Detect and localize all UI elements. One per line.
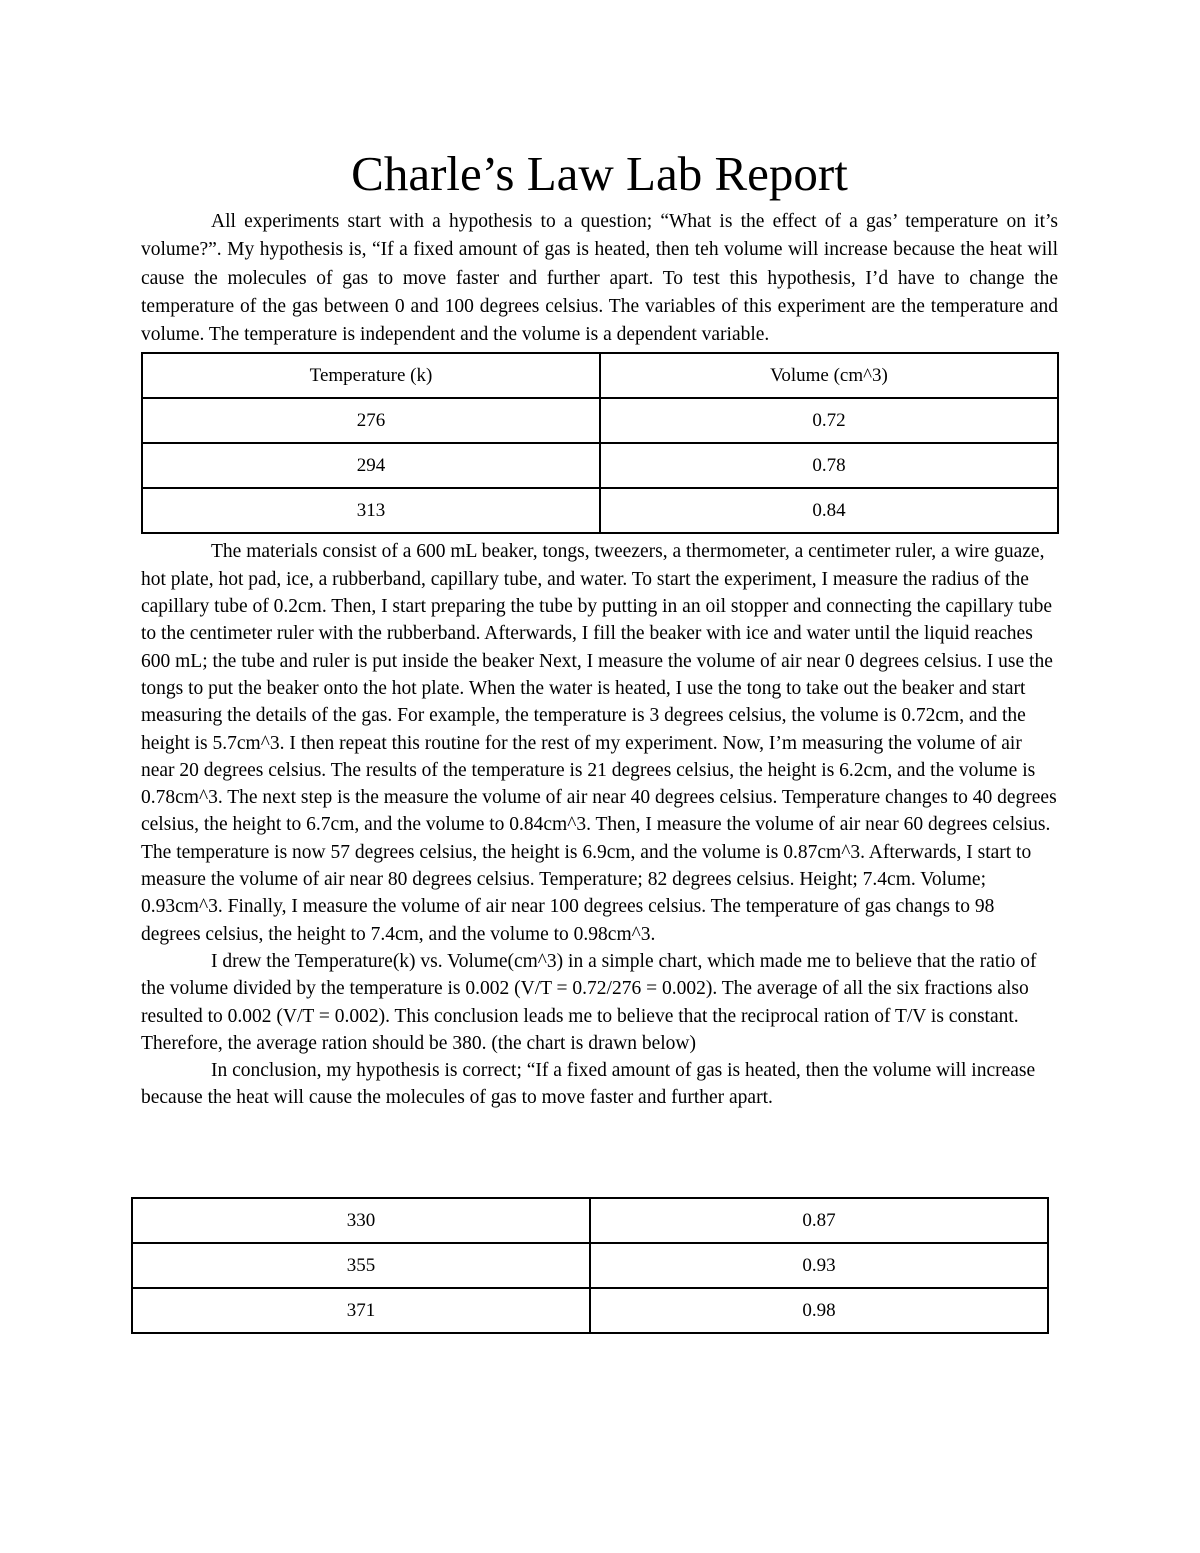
document-page xyxy=(141,140,1058,1112)
cell-volume: 0.87 xyxy=(590,1198,1048,1243)
cell-volume: 0.93 xyxy=(590,1243,1048,1288)
header-temperature: Temperature (k) xyxy=(142,353,600,398)
table-row xyxy=(142,398,1058,443)
procedure-paragraph: The materials consist of a 600 mL beaker, tongs, tweezers, a thermometer, a centimeter ruler, a wire guaze, hot plate, hot pad, ice, a rubberband, capillary tube, and water. To start the experiment, I measure the radius of the capillary tube of 0.2cm. Then, I start preparing the tube by putting in an oil stopper and connecting the capillary tube to the centimeter ruler with the rubberband. Afterwards, I fill the beaker with ice and water until the liquid reaches 600 mL; the tube and ruler is put inside the beaker Next, I measure the volume of air near 0 degrees celsius. I use the tongs to put the beaker onto the hot plate. When the water is heated, I use the tong to take out the beaker and start measuring the details of the gas. For example, the temperature is 3 degrees celsius, the volume is 0.72cm, and the height is 5.7cm^3. I then repeat this routine for the rest of my experiment. Now, I’m measuring the volume of air near 20 degrees celsius. The results of the temperature is 21 degrees celsius, the height is 6.2cm, and the volume is 0.78cm^3. The next step is the measure the volume of air near 40 degrees celsius. Temperature changes to 40 degrees celsius, the height to 6.7cm, and the volume to 0.84cm^3. Then, I measure the volume of air near 60 degrees celsius. The temperature is now 57 degrees celsius, the height is 6.9cm, and the volume is 0.87cm^3. Afterwards, I start to measure the volume of air near 80 degrees celsius. Temperature; 82 degrees celsius. Height; 7.4cm. Volume; 0.93cm^3. Finally, I measure the volume of air near 100 degrees celsius. The temperature of gas changs to 98 degrees celsius, the height to 7.4cm, and the volume to 0.98cm^3. xyxy=(141,541,1057,945)
data-table-1 xyxy=(141,352,1059,534)
cell-temperature: 294 xyxy=(142,443,600,488)
header-volume: Volume (cm^3) xyxy=(600,353,1058,398)
cell-volume: 0.98 xyxy=(590,1288,1048,1333)
table-row xyxy=(132,1198,1048,1243)
table-row xyxy=(132,1243,1048,1288)
cell-volume: 0.84 xyxy=(600,488,1058,533)
cell-temperature: 371 xyxy=(132,1288,590,1333)
cell-temperature: 313 xyxy=(142,488,600,533)
table-row xyxy=(132,1288,1048,1333)
cell-temperature: 276 xyxy=(142,398,600,443)
analysis-paragraph: I drew the Temperature(k) vs. Volume(cm^3) in a simple chart, which made me to believe that the ratio of the volume divided by the temperature is 0.002 (V/T = 0.72/276 = 0.002). The average of all the six fractions also resulted to 0.002 (V/T = 0.002). This conclusion leads me to believe that the reciprocal ration of T/V is constant. Therefore, the average ration should be 380. (the chart is drawn below) xyxy=(141,950,1037,1054)
cell-temperature: 330 xyxy=(132,1198,590,1243)
intro-paragraph: All experiments start with a hypothesis to a question; “What is the effect of a gas’ temperature on it’s volume?”. My hypothesis is, “If a fixed amount of gas is heated, then teh volume will increase because the heat will cause the molecules of gas to move faster and further apart. To test this hypothesis, I’d have to change the temperature of the gas between 0 and 100 degrees celsius. The variables of this experiment are the temperature and volume. The temperature is independent and the volume is a dependent variable. xyxy=(141,211,1058,346)
table-row xyxy=(142,488,1058,533)
page-title: Charle’s Law Lab Report xyxy=(351,146,848,201)
cell-temperature: 355 xyxy=(132,1243,590,1288)
conclusion-paragraph: In conclusion, my hypothesis is correct; “If a fixed amount of gas is heated, then the volume will increase because the heat will cause the molecules of gas to move faster and further apart. xyxy=(141,1060,1036,1109)
data-table-2 xyxy=(131,1197,1049,1334)
cell-volume: 0.78 xyxy=(600,443,1058,488)
cell-volume: 0.72 xyxy=(600,398,1058,443)
table-header-row xyxy=(142,353,1058,398)
table-row xyxy=(142,443,1058,488)
